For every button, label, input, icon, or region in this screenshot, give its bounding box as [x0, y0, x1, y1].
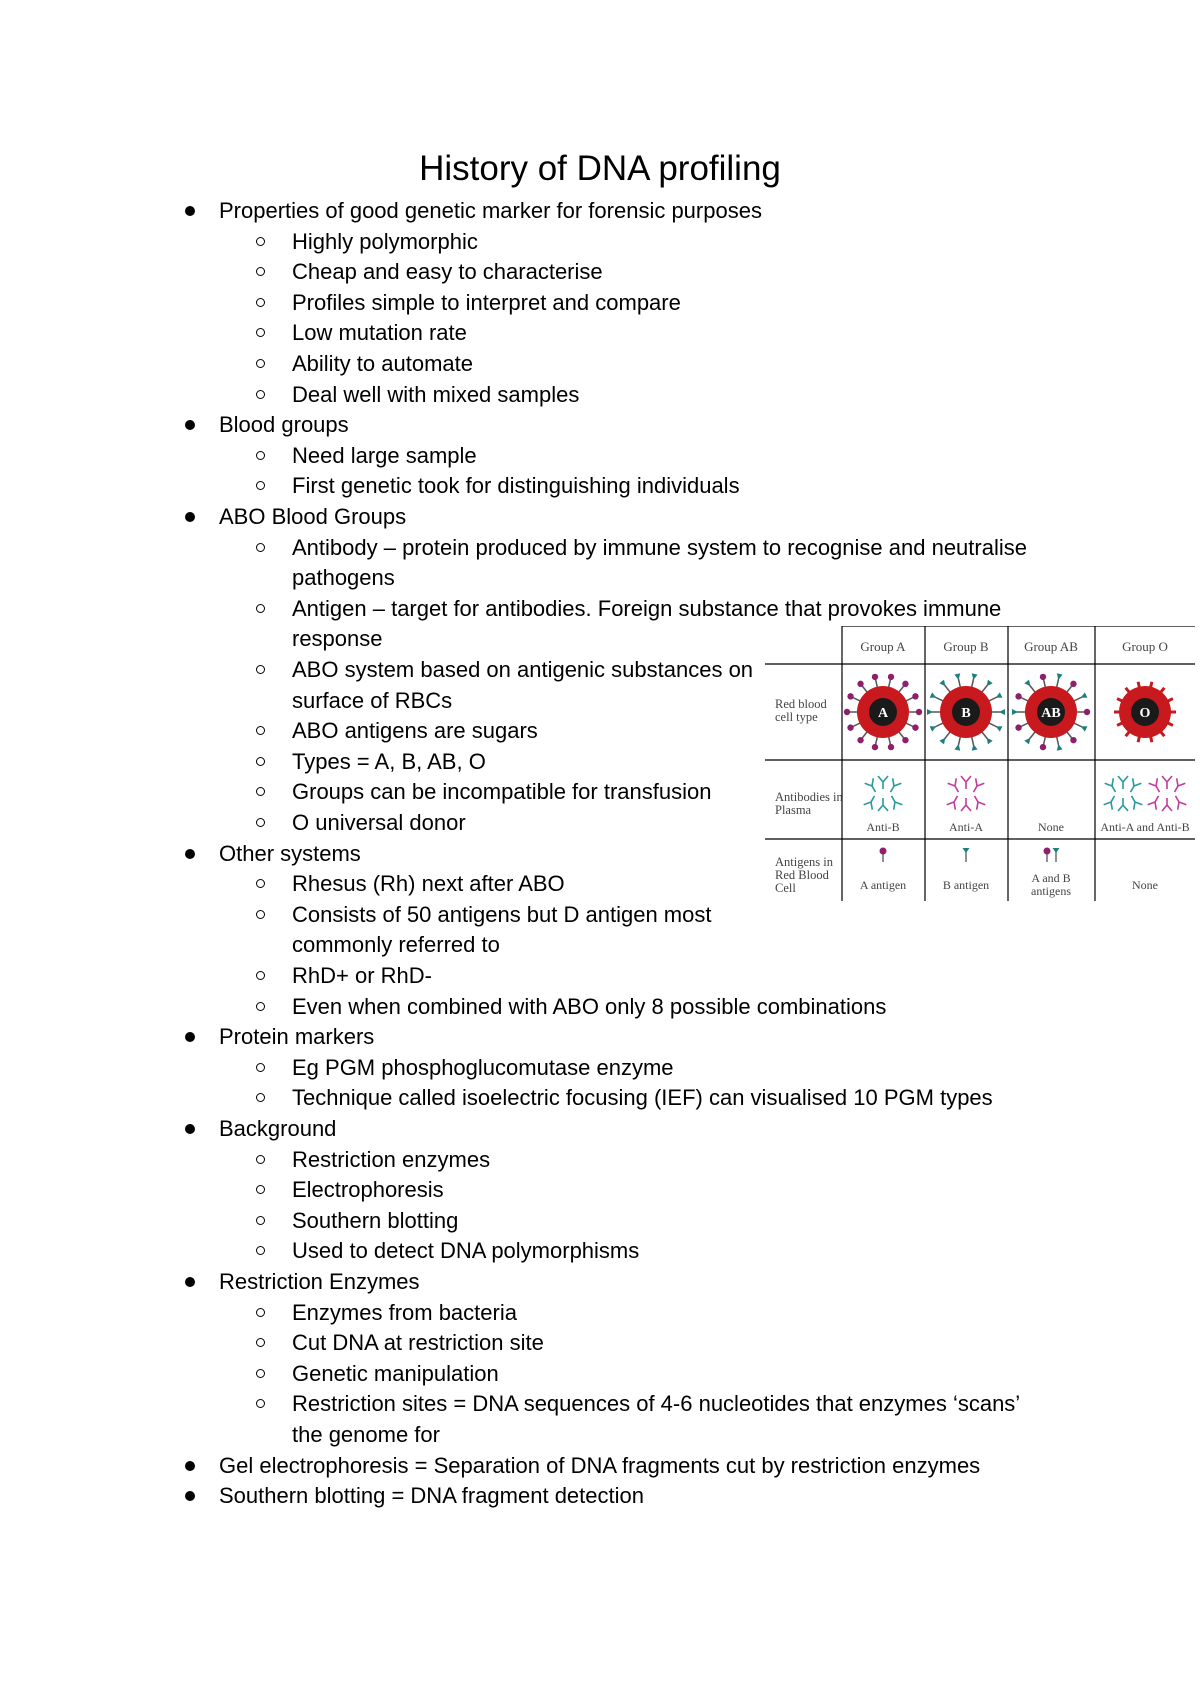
list-item-text: Consists of 50 antigens but D antigen most	[292, 901, 712, 927]
circle-bullet-icon	[256, 359, 265, 368]
list-item-text: ABO Blood Groups	[219, 504, 407, 529]
cell-letter-o: O	[1139, 706, 1151, 721]
list-item-text: Antigen – target for antibodies. Foreign substance that provokes immune	[292, 595, 1002, 621]
circle-bullet-icon	[256, 910, 265, 919]
circle-bullet-icon	[256, 481, 265, 490]
anti-a-antibody-icon	[947, 776, 986, 811]
anti-b-antibody-icon	[864, 776, 903, 811]
circle-bullet-icon	[256, 726, 265, 735]
page-title: History of DNA profiling	[419, 149, 781, 188]
bullet-icon	[185, 1461, 195, 1471]
antibody-label-ab: None	[1038, 820, 1064, 834]
list-item-text: Cut DNA at restriction site	[292, 1330, 544, 1356]
list-item-text: Restriction enzymes	[292, 1146, 491, 1172]
list-item-text: response	[292, 626, 383, 652]
circle-bullet-icon	[256, 1185, 265, 1194]
list-item-text: Electrophoresis	[292, 1177, 444, 1203]
circle-bullet-icon	[256, 1216, 265, 1225]
list-item-text: O universal donor	[292, 810, 466, 835]
list-item-text: Background	[219, 1116, 337, 1141]
bullet-icon	[185, 420, 195, 430]
bullet-icon	[185, 1124, 195, 1134]
a-antigen-icon	[1044, 848, 1051, 863]
bullet-icon	[185, 1491, 195, 1501]
list-item-text: Protein markers	[219, 1024, 375, 1050]
list-item-text: Enzymes from bacteria	[292, 1299, 517, 1325]
list-item-text: Groups can be incompatible for transfusion	[292, 779, 712, 805]
circle-bullet-icon	[256, 757, 265, 766]
list-item-text: Even when combined with ABO only 8 possible combinations	[292, 993, 887, 1019]
list-item-text: ABO antigens are sugars	[292, 718, 538, 744]
list-item-text: Highly polymorphic	[292, 228, 478, 254]
list-item-text: Other systems	[219, 840, 361, 866]
header-group-a: Group A	[860, 639, 906, 654]
cell-letter-ab: AB	[1041, 706, 1061, 721]
cell-letter-b: B	[961, 706, 971, 721]
list-item-text: Genetic manipulation	[292, 1360, 499, 1386]
a-antigen-icon	[880, 848, 887, 863]
antigen-label-ab: A and B antigens	[1031, 871, 1071, 898]
b-antigen-icon	[1053, 848, 1060, 862]
red-blood-cell-a	[844, 674, 922, 751]
antigen-label-a: A antigen	[859, 878, 907, 892]
list-item-text: commonly referred to	[292, 932, 500, 958]
red-blood-cell-ab	[1012, 673, 1090, 750]
circle-bullet-icon	[256, 818, 265, 827]
list-item-text: Gel electrophoresis = Separation of DNA fragments cut by restriction enzymes	[219, 1452, 981, 1478]
abo-table-figure	[765, 626, 1195, 901]
anti-a-antibody-icon	[1148, 776, 1187, 811]
list-item-text: Rhesus (Rh) next after ABO	[292, 871, 565, 897]
list-item-text: Ability to automate	[292, 351, 473, 376]
row-label-antigens: Antigens in Red Blood Cell	[775, 855, 833, 895]
bullet-icon	[185, 512, 195, 522]
bullet-icon	[185, 1277, 195, 1287]
abo-blood-group-table	[765, 626, 1195, 901]
header-group-ab: Group AB	[1024, 639, 1078, 654]
bullet-icon	[185, 849, 195, 859]
list-item-text: Blood groups	[219, 412, 349, 438]
red-blood-cell-o	[1114, 682, 1176, 742]
antibody-label-o: Anti-A and Anti-B	[1100, 820, 1190, 834]
bullet-icon	[185, 206, 195, 216]
list-item-text: Restriction Enzymes	[219, 1269, 420, 1294]
circle-bullet-icon	[256, 971, 265, 980]
circle-bullet-icon	[256, 1399, 265, 1408]
row-label-red-blood-cell: Red blood cell type	[775, 697, 827, 724]
antibody-label-a: Anti-B	[866, 820, 900, 834]
list-item-text: surface of RBCs	[292, 687, 453, 713]
circle-bullet-icon	[256, 237, 265, 246]
circle-bullet-icon	[256, 1093, 265, 1102]
bullet-icon	[185, 1032, 195, 1042]
circle-bullet-icon	[256, 1338, 265, 1347]
list-item-text: First genetic took for distinguishing individuals	[292, 473, 740, 499]
list-item-text: Types = A, B, AB, O	[292, 748, 486, 774]
list-item-text: Restriction sites = DNA sequences of 4-6 nucleotides that enzymes ‘scans’	[292, 1391, 1021, 1417]
circle-bullet-icon	[256, 1369, 265, 1378]
circle-bullet-icon	[256, 1246, 265, 1255]
antigen-label-b: B antigen	[942, 878, 990, 892]
list-item-text: Low mutation rate	[292, 320, 467, 346]
circle-bullet-icon	[256, 1002, 265, 1011]
header-group-o: Group O	[1122, 639, 1168, 654]
list-item-text: Need large sample	[292, 442, 477, 468]
list-item-text: Properties of good genetic marker for forensic purposes	[219, 198, 762, 223]
list-item-text: RhD+ or RhD-	[292, 963, 432, 988]
circle-bullet-icon	[256, 298, 265, 307]
circle-bullet-icon	[256, 787, 265, 796]
circle-bullet-icon	[256, 543, 265, 552]
antibody-label-b: Anti-A	[949, 820, 983, 834]
circle-bullet-icon	[256, 328, 265, 337]
header-group-b: Group B	[943, 639, 989, 654]
circle-bullet-icon	[256, 451, 265, 460]
circle-bullet-icon	[256, 1308, 265, 1317]
antigen-label-o: None	[1132, 878, 1158, 892]
list-item-text: Used to detect DNA polymorphisms	[292, 1238, 640, 1264]
b-antigen-icon	[963, 848, 970, 862]
list-item-text: ABO system based on antigenic substances on	[292, 657, 754, 682]
circle-bullet-icon	[256, 879, 265, 888]
list-item-text: Cheap and easy to characterise	[292, 259, 603, 285]
circle-bullet-icon	[256, 665, 265, 674]
list-item-text: the genome for	[292, 1422, 440, 1447]
list-item-text: pathogens	[292, 565, 395, 591]
cell-letter-a: A	[877, 706, 889, 721]
list-item-text: Deal well with mixed samples	[292, 381, 580, 407]
list-item-text: Profiles simple to interpret and compare	[292, 289, 681, 315]
list-item-text: Southern blotting = DNA fragment detection	[219, 1483, 644, 1509]
list-item-text: Southern blotting	[292, 1207, 459, 1233]
circle-bullet-icon	[256, 267, 265, 276]
anti-b-antibody-icon	[1104, 776, 1143, 811]
circle-bullet-icon	[256, 390, 265, 399]
list-item-text: Eg PGM phosphoglucomutase enzyme	[292, 1054, 674, 1080]
circle-bullet-icon	[256, 1063, 265, 1072]
red-blood-cell-b	[927, 673, 1005, 750]
circle-bullet-icon	[256, 1155, 265, 1164]
list-item-text: Antibody – protein produced by immune system to recognise and neutralise	[292, 534, 1027, 560]
row-label-antibodies: Antibodies in Plasma	[775, 790, 843, 817]
list-item-text: Technique called isoelectric focusing (IEF) can visualised 10 PGM types	[292, 1085, 993, 1111]
circle-bullet-icon	[256, 604, 265, 613]
